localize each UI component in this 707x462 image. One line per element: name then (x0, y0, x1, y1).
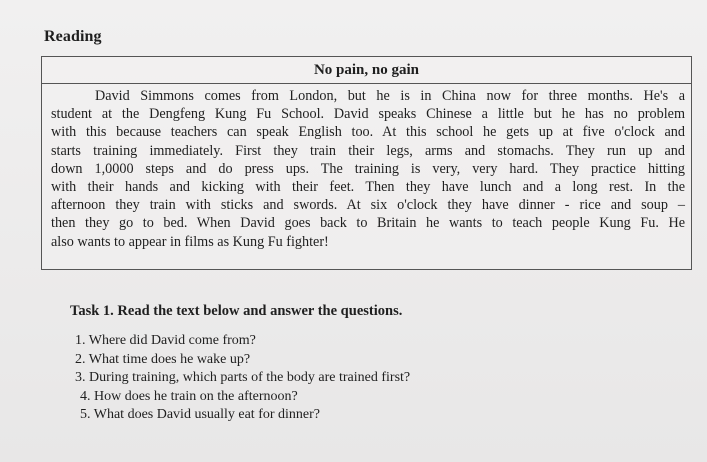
section-heading: Reading (44, 28, 102, 45)
passage-line: with their hands and kicking with their feet. Then they have lunch and a long rest. In the (51, 179, 685, 196)
task-title: Task 1. Read the text below and answer the questions. (70, 303, 403, 319)
passage-line: afternoon they train with sticks and swords. At six o'clock they have dinner - rice and soup – (51, 197, 685, 214)
question-list (75, 332, 410, 425)
question-item: 1. Where did David come from? (75, 333, 256, 348)
question-item: 3. During training, which parts of the body are trained first? (75, 370, 411, 385)
passage-line: student at the Dengfeng Kung Fu School. David speaks Chinese a little but he has no problem (51, 106, 685, 123)
passage-text (42, 84, 691, 251)
passage-line: with this because teachers can speak English too. At this school he gets up at five o'clock and (51, 124, 685, 141)
passage-line: starts training immediately. First they train their legs, arms and stomachs. They run up and (51, 142, 685, 159)
question-item: 2. What time does he wake up? (75, 351, 251, 367)
question-item: 4. How does he train on the afternoon? (80, 388, 298, 404)
passage-line: also wants to appear in films as Kung Fu fighter! (51, 233, 329, 250)
passage-line: then they go to bed. When David goes back to Britain he wants to teach people Kung Fu. He (51, 215, 685, 232)
passage-line: down 1,0000 steps and do press ups. The training is very, very hard. They practice hitting (51, 160, 685, 177)
question-item: 5. What does David usually eat for dinner? (80, 407, 321, 422)
passage-title: No pain, no gain (42, 57, 691, 84)
reading-passage-box (41, 56, 692, 270)
passage-line: David Simmons comes from London, but he is in China now for three months. He's a (95, 88, 685, 104)
